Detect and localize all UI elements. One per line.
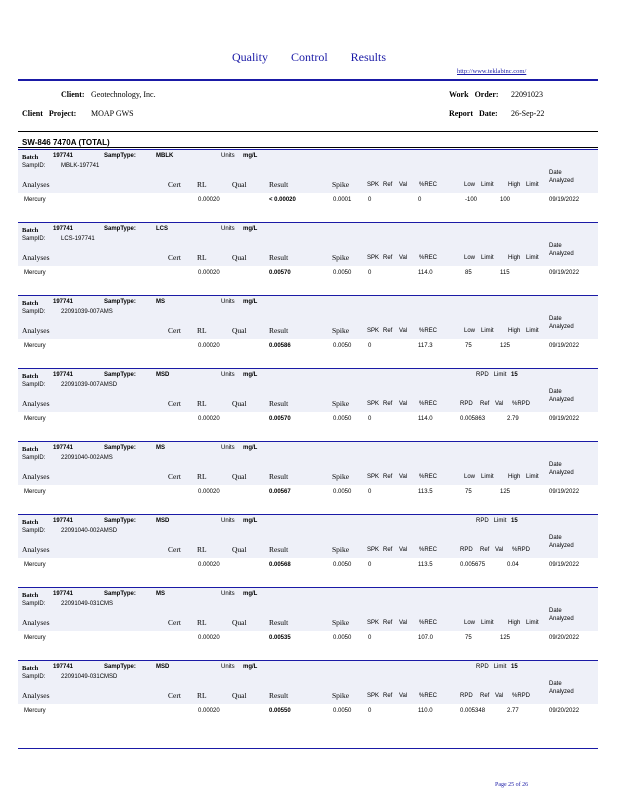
col-ref: Ref [383,182,393,188]
col-rec: %REC [419,547,438,553]
spk-ref-value: 0 [368,489,372,495]
analyte-name: Mercury [24,635,46,641]
sampid-label: SampID: [22,382,46,388]
col-val: Val [399,401,408,407]
spike-value: 0.0001 [333,197,352,203]
col-rl: RL [197,180,207,189]
samptype-label: SampType: [104,226,136,232]
col-qual: Qual [232,545,247,554]
samptype-label: SampType: [104,299,136,305]
col-rec: %REC [419,620,438,626]
col-cert: Cert [168,545,181,554]
rpd-label: RPD Limit [476,372,507,378]
rl-value: 0.00020 [198,197,220,203]
rl-value: 0.00020 [198,708,220,714]
col-low-limit: Limit [481,328,494,334]
col-spk: SPK [367,182,380,188]
qc-block [18,441,598,513]
date-analyzed-value: 09/20/2022 [549,708,580,714]
col-qual: Qual [232,180,247,189]
units-value: mg/L [243,445,258,451]
col-result: Result [269,545,289,554]
date-analyzed-value: 09/19/2022 [549,562,580,568]
result-value: 0.00570 [269,416,291,422]
col-date-analyzed: Date Analyzed [549,243,574,257]
col-rl: RL [197,399,207,408]
date-analyzed-value: 09/19/2022 [549,343,580,349]
project-label: Client Project: [22,109,77,118]
qc-block [18,295,598,367]
col-ref: Ref [383,401,393,407]
col-rpd-ref: Ref [480,693,490,699]
header-top-divider [18,79,598,81]
col-date-analyzed: Date Analyzed [549,316,574,330]
col-rec: %REC [419,474,438,480]
col-low: Low [464,328,476,334]
spk-ref-value: 0 [368,270,372,276]
analyte-name: Mercury [24,343,46,349]
samptype-label: SampType: [104,372,136,378]
col-date-analyzed: Date Analyzed [549,608,574,622]
batch-number: 197741 [53,664,74,670]
rec-value: 107.0 [418,635,434,641]
rec-value: 117.3 [418,343,433,349]
qc-block [18,368,598,440]
result-value: 0.00535 [269,635,291,641]
col-high-limit: Limit [526,182,539,188]
col-qual: Qual [232,399,247,408]
samptype-label: SampType: [104,445,136,451]
col-spike: Spike [332,399,350,408]
samptype-label: SampType: [104,153,136,159]
col-spk: SPK [367,328,380,334]
sampid-value: 22091039-007AMSD [61,382,118,388]
col-low-limit: Limit [481,474,494,480]
col-result: Result [269,399,289,408]
sampid-label: SampID: [22,309,46,315]
units-value: mg/L [243,299,258,305]
batch-number: 197741 [53,445,74,451]
col-rec: %REC [419,182,438,188]
col-rec: %REC [419,401,438,407]
rec-value: 110.0 [418,708,433,714]
batch-number: 197741 [53,591,74,597]
col-rl: RL [197,691,207,700]
rpd-label: RPD Limit [476,518,507,524]
samptype-label: SampType: [104,518,136,524]
spk-ref-value: 0 [368,416,372,422]
col-rl: RL [197,545,207,554]
result-value: < 0.00020 [269,197,296,203]
rpd-limit-value: 15 [511,372,518,378]
lab-website-link[interactable]: http://www.teklabinc.com/ [457,68,527,75]
footer-divider [18,748,598,749]
batch-label: Batch [22,665,39,672]
rl-value: 0.00020 [198,270,220,276]
high-limit-value: 125 [500,343,511,349]
col-rpd-val: Val [495,547,504,553]
samptype-value: MS [156,445,165,451]
rec-value: 114.0 [418,270,433,276]
qc-block [18,514,598,586]
col-low-limit: Limit [481,620,494,626]
col-rec: %REC [419,255,438,261]
col-high-limit: Limit [526,255,539,261]
col-val: Val [399,474,408,480]
date-analyzed-value: 09/19/2022 [549,416,580,422]
col-rpd-ref: Ref [480,547,490,553]
col-high: High [508,255,521,261]
client-label: Client: [61,90,85,99]
col-rpd: RPD [460,547,473,553]
result-value: 0.00570 [269,270,291,276]
date-analyzed-value: 09/19/2022 [549,489,580,495]
spike-value: 0.0050 [333,489,352,495]
col-spk: SPK [367,474,380,480]
spike-value: 0.0050 [333,635,352,641]
sampid-value: 22091049-031CMS [61,601,114,607]
col-rpd-val: Val [495,401,504,407]
result-value: 0.00567 [269,489,291,495]
col-date-analyzed: Date Analyzed [549,535,574,549]
col-rpd: RPD [460,401,473,407]
batch-label: Batch [22,300,39,307]
col-analyses: Analyses [22,618,50,627]
col-spike: Spike [332,618,350,627]
col-rpd-ref: Ref [480,401,490,407]
qc-block [18,149,598,221]
rl-value: 0.00020 [198,343,220,349]
result-value: 0.00586 [269,343,291,349]
col-analyses: Analyses [22,180,50,189]
units-label: Units [221,445,235,451]
col-analyses: Analyses [22,326,50,335]
col-rpd-pct: %RPD [512,547,531,553]
sampid-label: SampID: [22,674,46,680]
col-result: Result [269,180,289,189]
col-low: Low [464,620,476,626]
report-date-label: Report Date: [449,109,498,118]
title-word-results: Results [350,50,386,64]
sampid-value: 22091040-002AMSD [61,528,118,534]
samptype-value: MS [156,591,165,597]
col-qual: Qual [232,326,247,335]
spike-value: 0.0050 [333,562,352,568]
high-limit-value: 100 [500,197,511,203]
col-high-limit: Limit [526,328,539,334]
col-analyses: Analyses [22,545,50,554]
rpd-label: RPD Limit [476,664,507,670]
units-value: mg/L [243,226,258,232]
units-label: Units [221,591,235,597]
col-spike: Spike [332,253,350,262]
col-spk: SPK [367,255,380,261]
col-analyses: Analyses [22,472,50,481]
batch-number: 197741 [53,518,74,524]
units-label: Units [221,518,235,524]
col-ref: Ref [383,547,393,553]
rpd-pct-value: 2.77 [507,708,519,714]
work-order-label: Work Order: [449,90,499,99]
spike-value: 0.0050 [333,270,352,276]
col-rpd-pct: %RPD [512,693,531,699]
col-val: Val [399,255,408,261]
units-label: Units [221,153,235,159]
col-val: Val [399,693,408,699]
high-limit-value: 125 [500,635,511,641]
col-cert: Cert [168,691,181,700]
col-rl: RL [197,326,207,335]
rpd-limit-value: 15 [511,664,518,670]
analyte-name: Mercury [24,489,46,495]
date-analyzed-value: 09/19/2022 [549,197,580,203]
col-spike: Spike [332,472,350,481]
col-rl: RL [197,618,207,627]
col-spike: Spike [332,545,350,554]
project-value: MOAP GWS [91,109,134,118]
spike-value: 0.0050 [333,343,352,349]
samptype-value: LCS [156,226,168,232]
col-low-limit: Limit [481,255,494,261]
col-low: Low [464,255,476,261]
spk-ref-value: 0 [368,562,372,568]
sampid-value: 22091040-002AMS [61,455,113,461]
col-val: Val [399,328,408,334]
col-analyses: Analyses [22,399,50,408]
rec-value: 113.5 [418,489,433,495]
rpd-ref-value: 0.005863 [460,416,486,422]
sampid-label: SampID: [22,601,46,607]
col-low-limit: Limit [481,182,494,188]
col-cert: Cert [168,253,181,262]
col-high: High [508,474,521,480]
analyte-name: Mercury [24,708,46,714]
units-value: mg/L [243,372,258,378]
col-cert: Cert [168,326,181,335]
rl-value: 0.00020 [198,562,220,568]
batch-number: 197741 [53,372,74,378]
rpd-pct-value: 0.04 [507,562,519,568]
col-rl: RL [197,472,207,481]
batch-label: Batch [22,519,39,526]
batch-number: 197741 [53,226,74,232]
method-heading: SW-846 7470A (TOTAL) [22,138,110,147]
title-word-control: Control [290,50,328,64]
result-value: 0.00550 [269,708,291,714]
analyte-name: Mercury [24,416,46,422]
sampid-value: LCS-197741 [61,236,95,242]
col-qual: Qual [232,618,247,627]
qc-block [18,660,598,732]
header-bottom-divider [18,131,598,132]
col-cert: Cert [168,472,181,481]
sampid-value: MBLK-197741 [61,163,100,169]
col-result: Result [269,326,289,335]
col-qual: Qual [232,691,247,700]
col-analyses: Analyses [22,691,50,700]
col-spk: SPK [367,693,380,699]
qc-block [18,222,598,294]
analyte-name: Mercury [24,562,46,568]
col-rec: %REC [419,328,438,334]
date-analyzed-value: 09/20/2022 [549,635,580,641]
col-low: Low [464,474,476,480]
samptype-value: MSD [156,518,170,524]
rpd-ref-value: 0.005348 [460,708,486,714]
col-high: High [508,620,521,626]
col-rpd-val: Val [495,693,504,699]
units-value: mg/L [243,153,258,159]
low-limit-value: -100 [465,197,478,203]
col-cert: Cert [168,399,181,408]
col-ref: Ref [383,474,393,480]
title-word-quality: Quality [231,50,268,64]
col-spike: Spike [332,180,350,189]
rpd-limit-value: 15 [511,518,518,524]
spk-ref-value: 0 [368,197,372,203]
col-val: Val [399,620,408,626]
col-rpd: RPD [460,693,473,699]
col-date-analyzed: Date Analyzed [549,681,574,695]
col-qual: Qual [232,253,247,262]
batch-label: Batch [22,154,39,161]
low-limit-value: 75 [465,489,472,495]
result-value: 0.00568 [269,562,291,568]
samptype-value: MS [156,299,165,305]
col-rl: RL [197,253,207,262]
spk-ref-value: 0 [368,343,372,349]
samptype-value: MSD [156,372,170,378]
col-spk: SPK [367,547,380,553]
batch-label: Batch [22,373,39,380]
rl-value: 0.00020 [198,416,220,422]
page-title [0,50,618,65]
client-value: Geotechnology, Inc. [91,90,156,99]
units-label: Units [221,372,235,378]
col-result: Result [269,253,289,262]
units-label: Units [221,664,235,670]
low-limit-value: 85 [465,270,472,276]
date-analyzed-value: 09/19/2022 [549,270,580,276]
page-number: Page 25 of 26 [495,782,529,788]
col-rpd-pct: %RPD [512,401,531,407]
col-ref: Ref [383,693,393,699]
col-spk: SPK [367,620,380,626]
rec-value: 113.5 [418,562,433,568]
col-high-limit: Limit [526,620,539,626]
analyte-name: Mercury [24,270,46,276]
report-date-value: 26-Sep-22 [511,109,545,118]
col-analyses: Analyses [22,253,50,262]
high-limit-value: 125 [500,489,511,495]
col-result: Result [269,618,289,627]
rec-value: 0 [418,197,422,203]
samptype-label: SampType: [104,664,136,670]
col-rec: %REC [419,693,438,699]
col-date-analyzed: Date Analyzed [549,462,574,476]
sampid-label: SampID: [22,528,46,534]
batch-label: Batch [22,227,39,234]
units-value: mg/L [243,664,258,670]
units-label: Units [221,299,235,305]
col-cert: Cert [168,618,181,627]
spike-value: 0.0050 [333,416,352,422]
sampid-value: 22091049-031CMSD [61,674,118,680]
col-ref: Ref [383,255,393,261]
col-high: High [508,328,521,334]
col-cert: Cert [168,180,181,189]
spike-value: 0.0050 [333,708,352,714]
units-value: mg/L [243,591,258,597]
rpd-pct-value: 2.79 [507,416,519,422]
low-limit-value: 75 [465,635,472,641]
sampid-label: SampID: [22,455,46,461]
rpd-ref-value: 0.005675 [460,562,486,568]
sampid-label: SampID: [22,163,46,169]
units-label: Units [221,226,235,232]
batch-label: Batch [22,446,39,453]
samptype-label: SampType: [104,591,136,597]
col-date-analyzed: Date Analyzed [549,170,574,184]
col-val: Val [399,182,408,188]
low-limit-value: 75 [465,343,472,349]
col-qual: Qual [232,472,247,481]
col-val: Val [399,547,408,553]
samptype-value: MBLK [156,153,174,159]
col-ref: Ref [383,620,393,626]
col-date-analyzed: Date Analyzed [549,389,574,403]
batch-number: 197741 [53,299,74,305]
col-ref: Ref [383,328,393,334]
rl-value: 0.00020 [198,635,220,641]
col-high: High [508,182,521,188]
samptype-value: MSD [156,664,170,670]
col-result: Result [269,472,289,481]
analyte-name: Mercury [24,197,46,203]
col-low: Low [464,182,476,188]
spk-ref-value: 0 [368,708,372,714]
method-divider [18,147,598,148]
sampid-value: 22091039-007AMS [61,309,113,315]
col-spike: Spike [332,326,350,335]
rl-value: 0.00020 [198,489,220,495]
high-limit-value: 115 [500,270,510,276]
spk-ref-value: 0 [368,635,372,641]
batch-label: Batch [22,592,39,599]
qc-block [18,587,598,659]
col-spike: Spike [332,691,350,700]
work-order-value: 22091023 [511,90,543,99]
col-high-limit: Limit [526,474,539,480]
col-spk: SPK [367,401,380,407]
units-value: mg/L [243,518,258,524]
batch-number: 197741 [53,153,74,159]
col-result: Result [269,691,289,700]
sampid-label: SampID: [22,236,46,242]
rec-value: 114.0 [418,416,433,422]
